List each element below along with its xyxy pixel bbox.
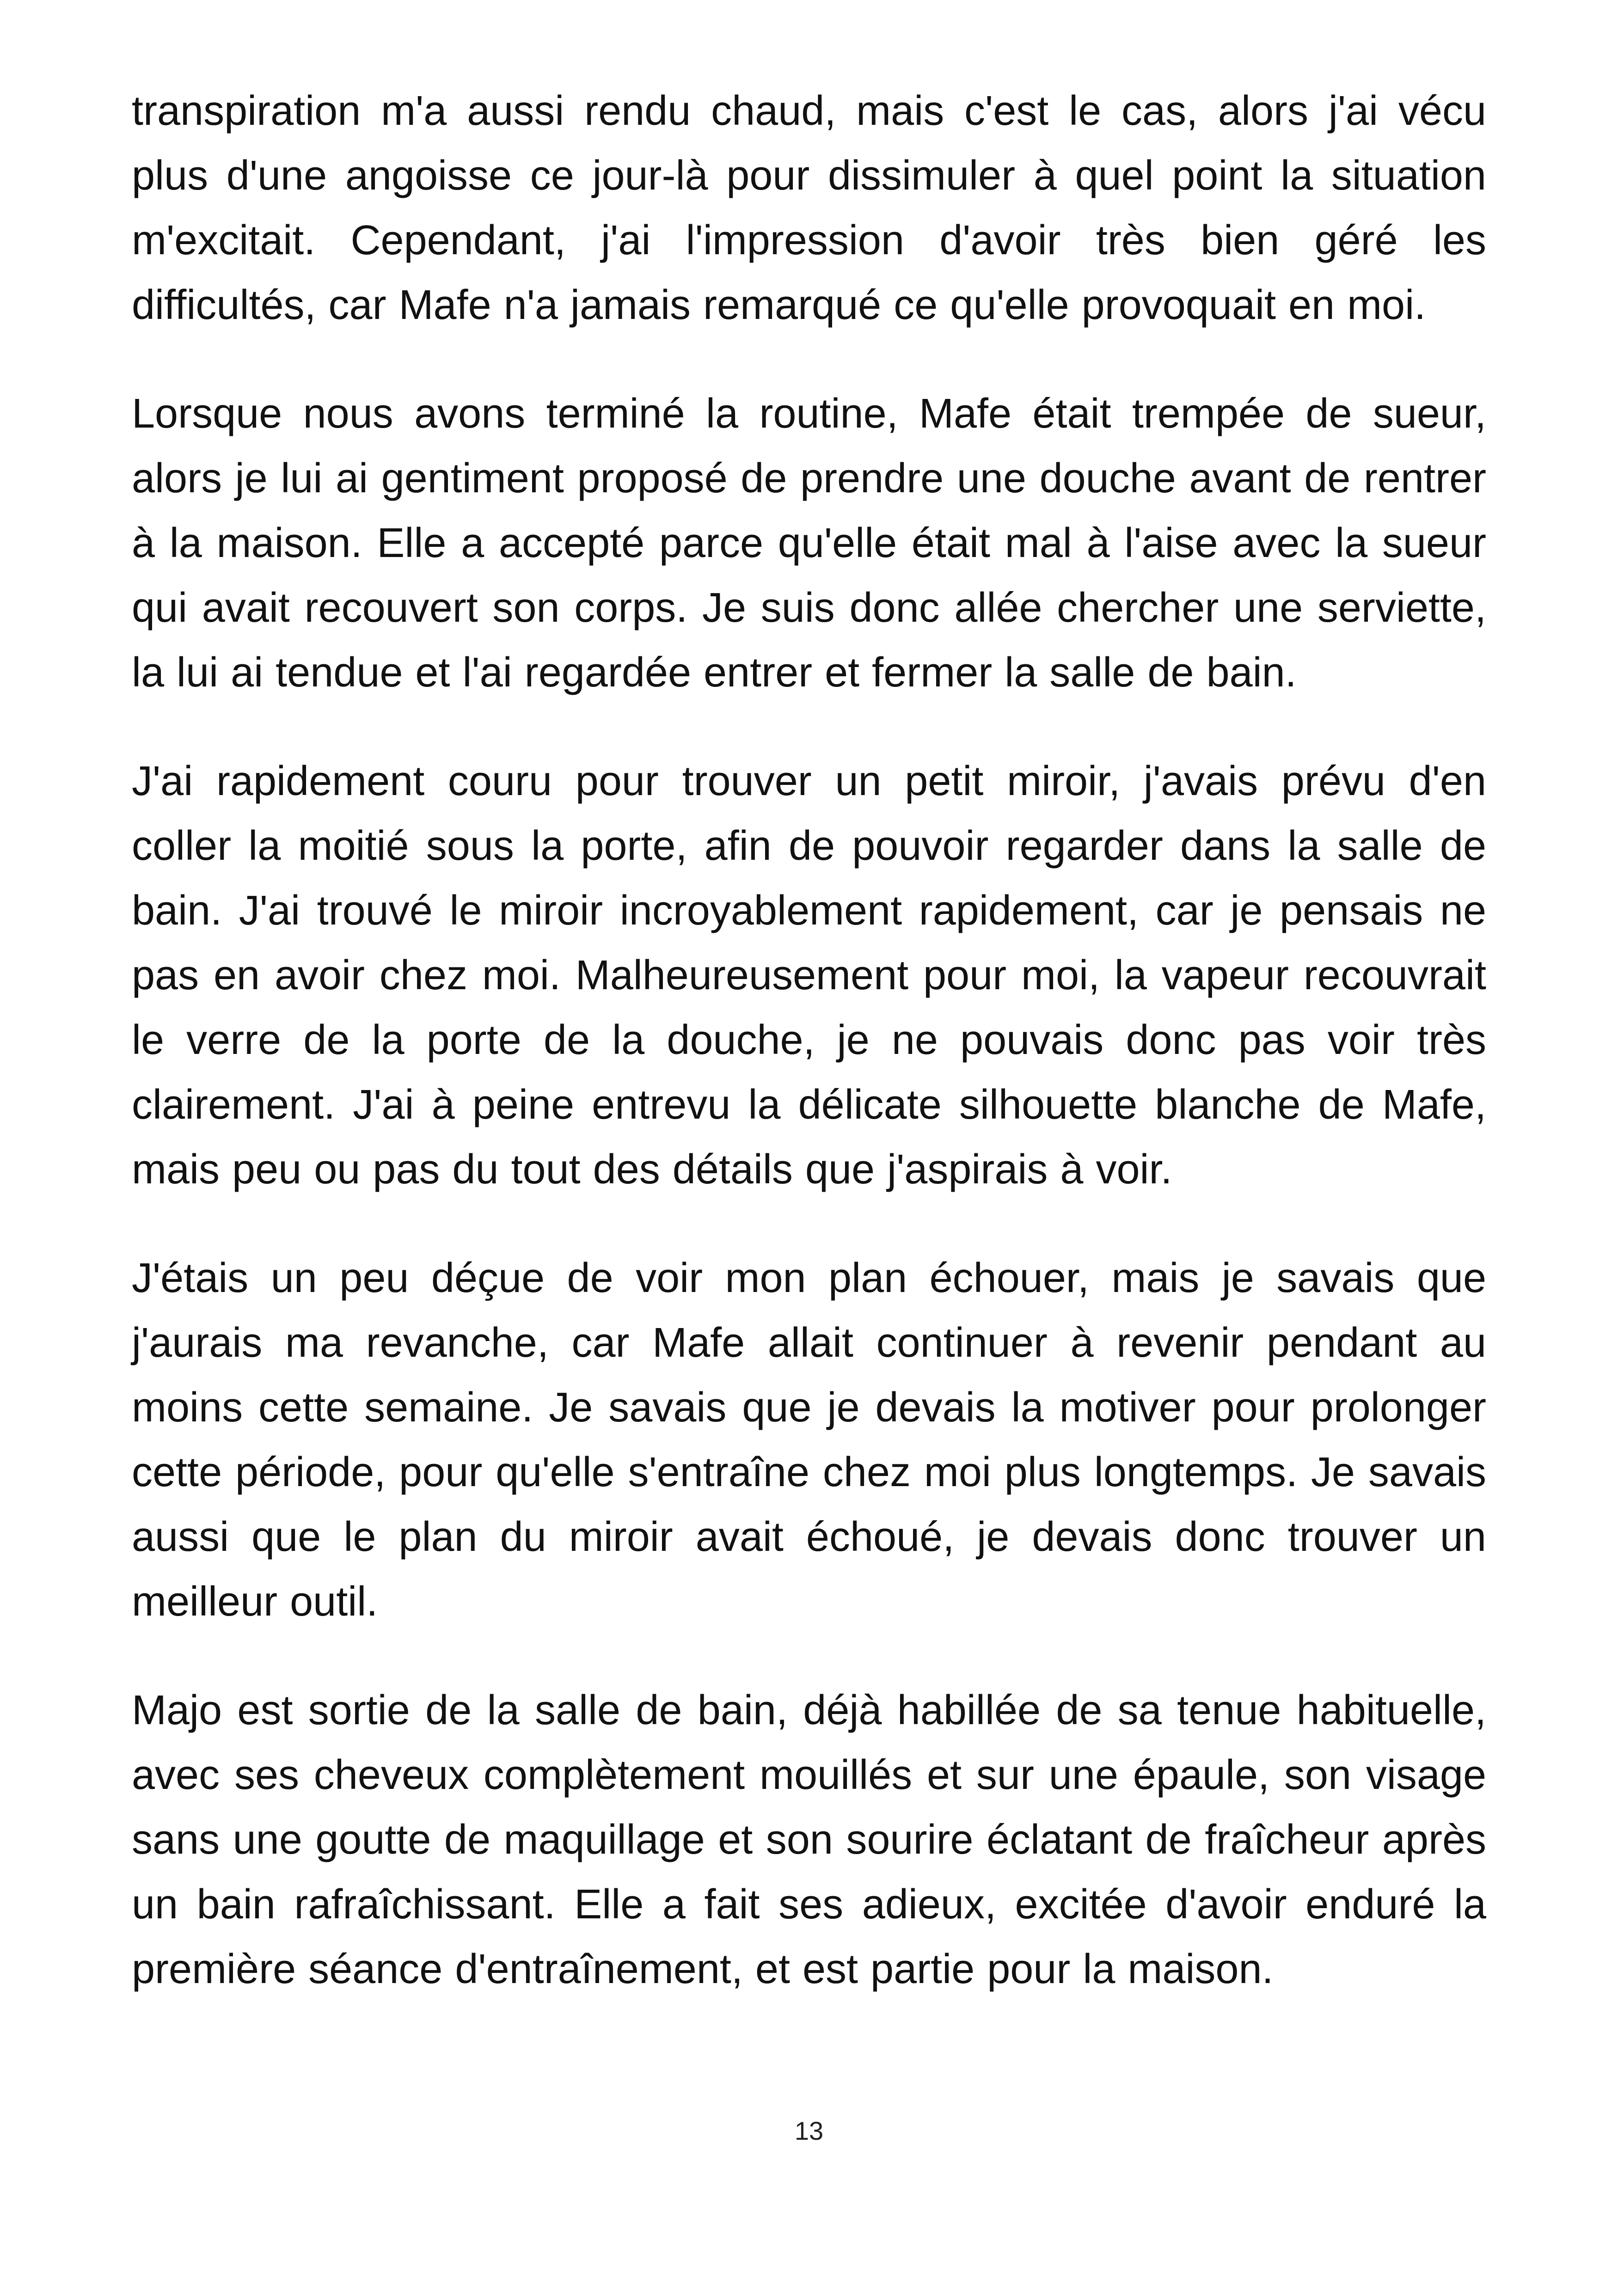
page-number: 13	[794, 2116, 824, 2145]
paragraph-4: J'étais un peu déçue de voir mon plan échouer, mais je savais que j'aurais ma revanche, car Mafe allait continuer à revenir pendant au moins cette semaine. Je savais que je devais la motiver pour prolonger cette période, pour qu'elle s'entraîne chez moi plus longtemps. Je savais aussi que le plan du miroir avait échoué, je devais donc trouver un meilleur outil.	[132, 1255, 1486, 1625]
paragraph-1: transpiration m'a aussi rendu chaud, mais c'est le cas, alors j'ai vécu plus d'une angoisse ce jour-là pour dissimuler à quel point la situation m'excitait. Cependant, j'ai l'impression d'avoir très bien géré les difficultés, car Mafe n'a jamais remarqué ce qu'elle provoquait en moi.	[132, 88, 1486, 328]
paragraph-3: J'ai rapidement couru pour trouver un petit miroir, j'avais prévu d'en coller la moitié sous la porte, afin de pouvoir regarder dans la salle de bain. J'ai trouvé le miroir incroyablement rapidement, car je pensais ne pas en avoir chez moi. Malheureusement pour moi, la vapeur recouvrait le verre de la porte de la douche, je ne pouvais donc pas voir très clairement. J'ai à peine entrevu la délicate silhouette blanche de Mafe, mais peu ou pas du tout des détails que j'aspirais à voir.	[132, 758, 1486, 1193]
paragraph-2: Lorsque nous avons terminé la routine, Mafe était trempée de sueur, alors je lui ai gentiment proposé de prendre une douche avant de rentrer à la maison. Elle a accepté parce qu'elle était mal à l'aise avec la sueur qui avait recouvert son corps. Je suis donc allée chercher une serviette, la lui ai tendue et l'ai regardée entrer et fermer la salle de bain.	[132, 391, 1486, 696]
body-text	[132, 79, 1486, 2045]
paragraph-5: Majo est sortie de la salle de bain, déjà habillée de sa tenue habituelle, avec ses cheveux complètement mouillés et sur une épaule, son visage sans une goutte de maquillage et son sourire éclatant de fraîcheur après un bain rafraîchissant. Elle a fait ses adieux, excitée d'avoir enduré la première séance d'entraînement, et est partie pour la maison.	[132, 1687, 1486, 1992]
